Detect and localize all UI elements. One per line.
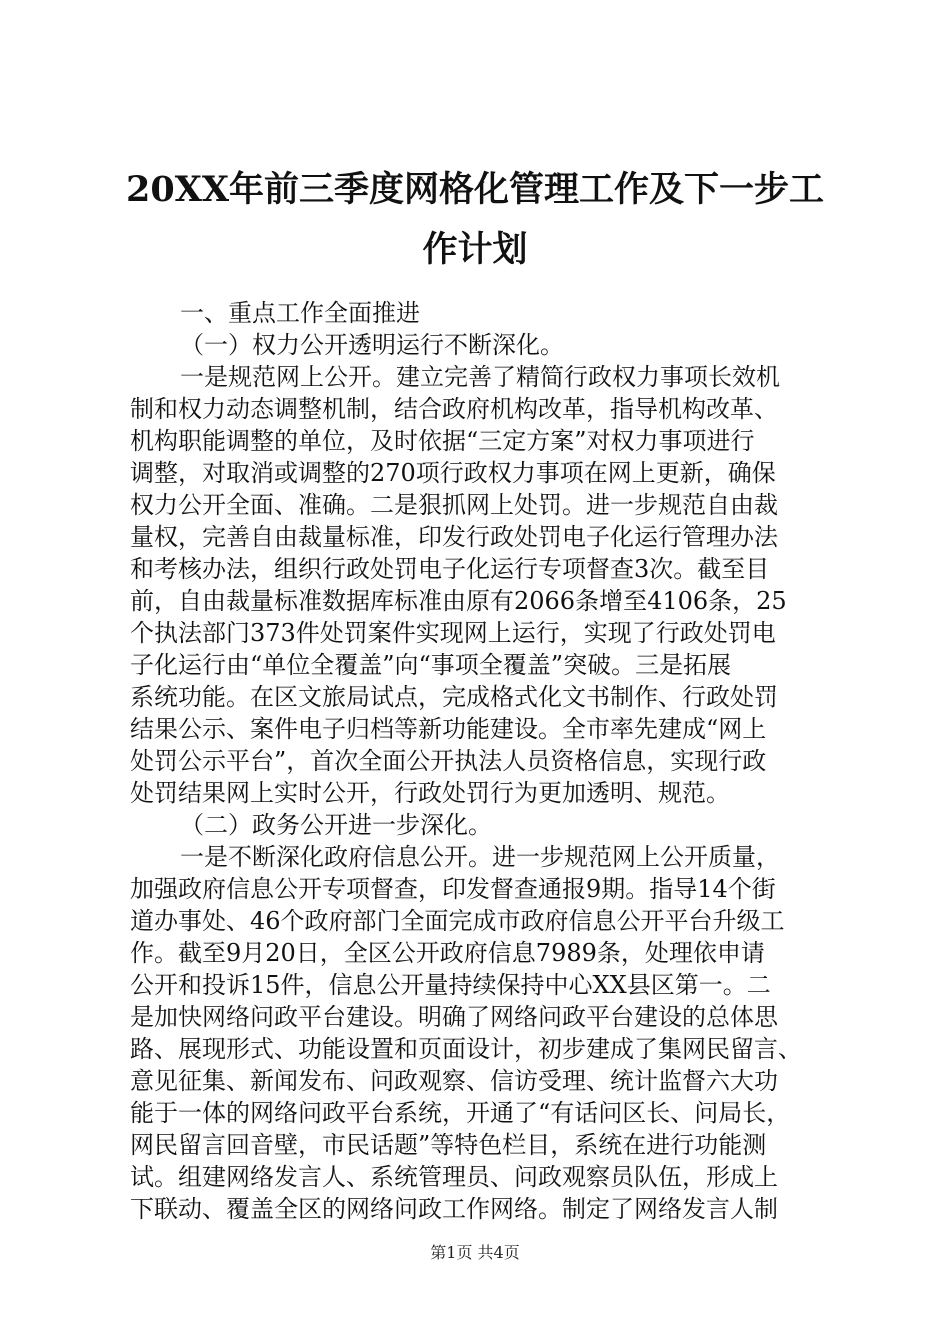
- paragraph-line: 调整，对取消或调整的270项行政权力事项在网上更新，确保: [130, 459, 776, 487]
- subsection-heading: （一）权力公开透明运行不断深化。: [180, 331, 564, 359]
- paragraph-line: 结果公示、案件电子归档等新功能建设。全市率先建成“网上: [130, 715, 767, 743]
- paragraph-line: 加强政府信息公开专项督查，印发督查通报9期。指导14个街: [130, 875, 776, 903]
- paragraph-line: 网民留言回音壁，市民话题”等特色栏目，系统在进行功能测: [130, 1131, 767, 1159]
- page-number: 第1页 共4页: [430, 1243, 520, 1262]
- paragraph-line: 意见征集、新闻发布、问政观察、信访受理、统计监督六大功: [130, 1067, 778, 1095]
- paragraph-line: 处罚结果网上实时公开，行政处罚行为更加透明、规范。: [130, 779, 730, 807]
- paragraph-line: 量权，完善自由裁量标准，印发行政处罚电子化运行管理办法: [130, 523, 778, 551]
- section-heading: 一、重点工作全面推进: [180, 299, 420, 327]
- paragraph-line: 权力公开全面、准确。二是狠抓网上处罚。进一步规范自由裁: [130, 491, 778, 519]
- paragraph-line: 道办事处、46个政府部门全面完成市政府信息公开平台升级工: [130, 907, 785, 935]
- document-title: [100, 160, 850, 280]
- paragraph-line: 能于一体的网络问政平台系统，开通了“有话问区长、问局长，: [130, 1099, 791, 1127]
- paragraph-line: 一是规范网上公开。建立完善了精简行政权力事项长效机: [180, 363, 780, 391]
- paragraph-line: 机构职能调整的单位，及时依据“三定方案”对权力事项进行: [130, 427, 755, 455]
- paragraph-line: 制和权力动态调整机制，结合政府机构改革，指导机构改革、: [130, 395, 778, 423]
- paragraph-line: 一是不断深化政府信息公开。进一步规范网上公开质量，: [180, 843, 780, 871]
- subsection-heading: （二）政务公开进一步深化。: [180, 811, 492, 839]
- paragraph-line: 作。截至9月20日，全区公开政府信息7989条，处理依申请: [130, 939, 765, 967]
- paragraph-line: 子化运行由“单位全覆盖”向“事项全覆盖”突破。三是拓展: [130, 651, 732, 679]
- paragraph-line: 路、展现形式、功能设置和页面设计，初步建成了集网民留言、: [130, 1035, 802, 1063]
- paragraph-line: 系统功能。在区文旅局试点，完成格式化文书制作、行政处罚: [130, 683, 778, 711]
- paragraph-line: 是加快网络问政平台建设。明确了网络问政平台建设的总体思: [130, 1003, 778, 1031]
- paragraph-line: 公开和投诉15件，信息公开量持续保持中心XX县区第一。二: [130, 971, 771, 999]
- paragraph-line: 前，自由裁量标准数据库标准由原有2066条增至4106条，25: [130, 587, 787, 615]
- title-line-2: 作计划: [422, 229, 528, 270]
- paragraph-line: 处罚公示平台”，首次全面公开执法人员资格信息，实现行政: [130, 747, 767, 775]
- paragraph-line: 试。组建网络发言人、系统管理员、问政观察员队伍，形成上: [130, 1163, 778, 1191]
- title-line-1: 20XX年前三季度网格化管理工作及下一步工: [125, 169, 825, 210]
- paragraph-line: 和考核办法，组织行政处罚电子化运行专项督查3次。截至目: [130, 555, 770, 583]
- paragraph-line: 个执法部门373件处罚案件实现网上运行，实现了行政处罚电: [130, 619, 776, 647]
- page-footer: [0, 1243, 950, 1263]
- paragraph-line: 下联动、覆盖全区的网络问政工作网络。制定了网络发言人制: [130, 1195, 778, 1223]
- document-body: [130, 297, 830, 1225]
